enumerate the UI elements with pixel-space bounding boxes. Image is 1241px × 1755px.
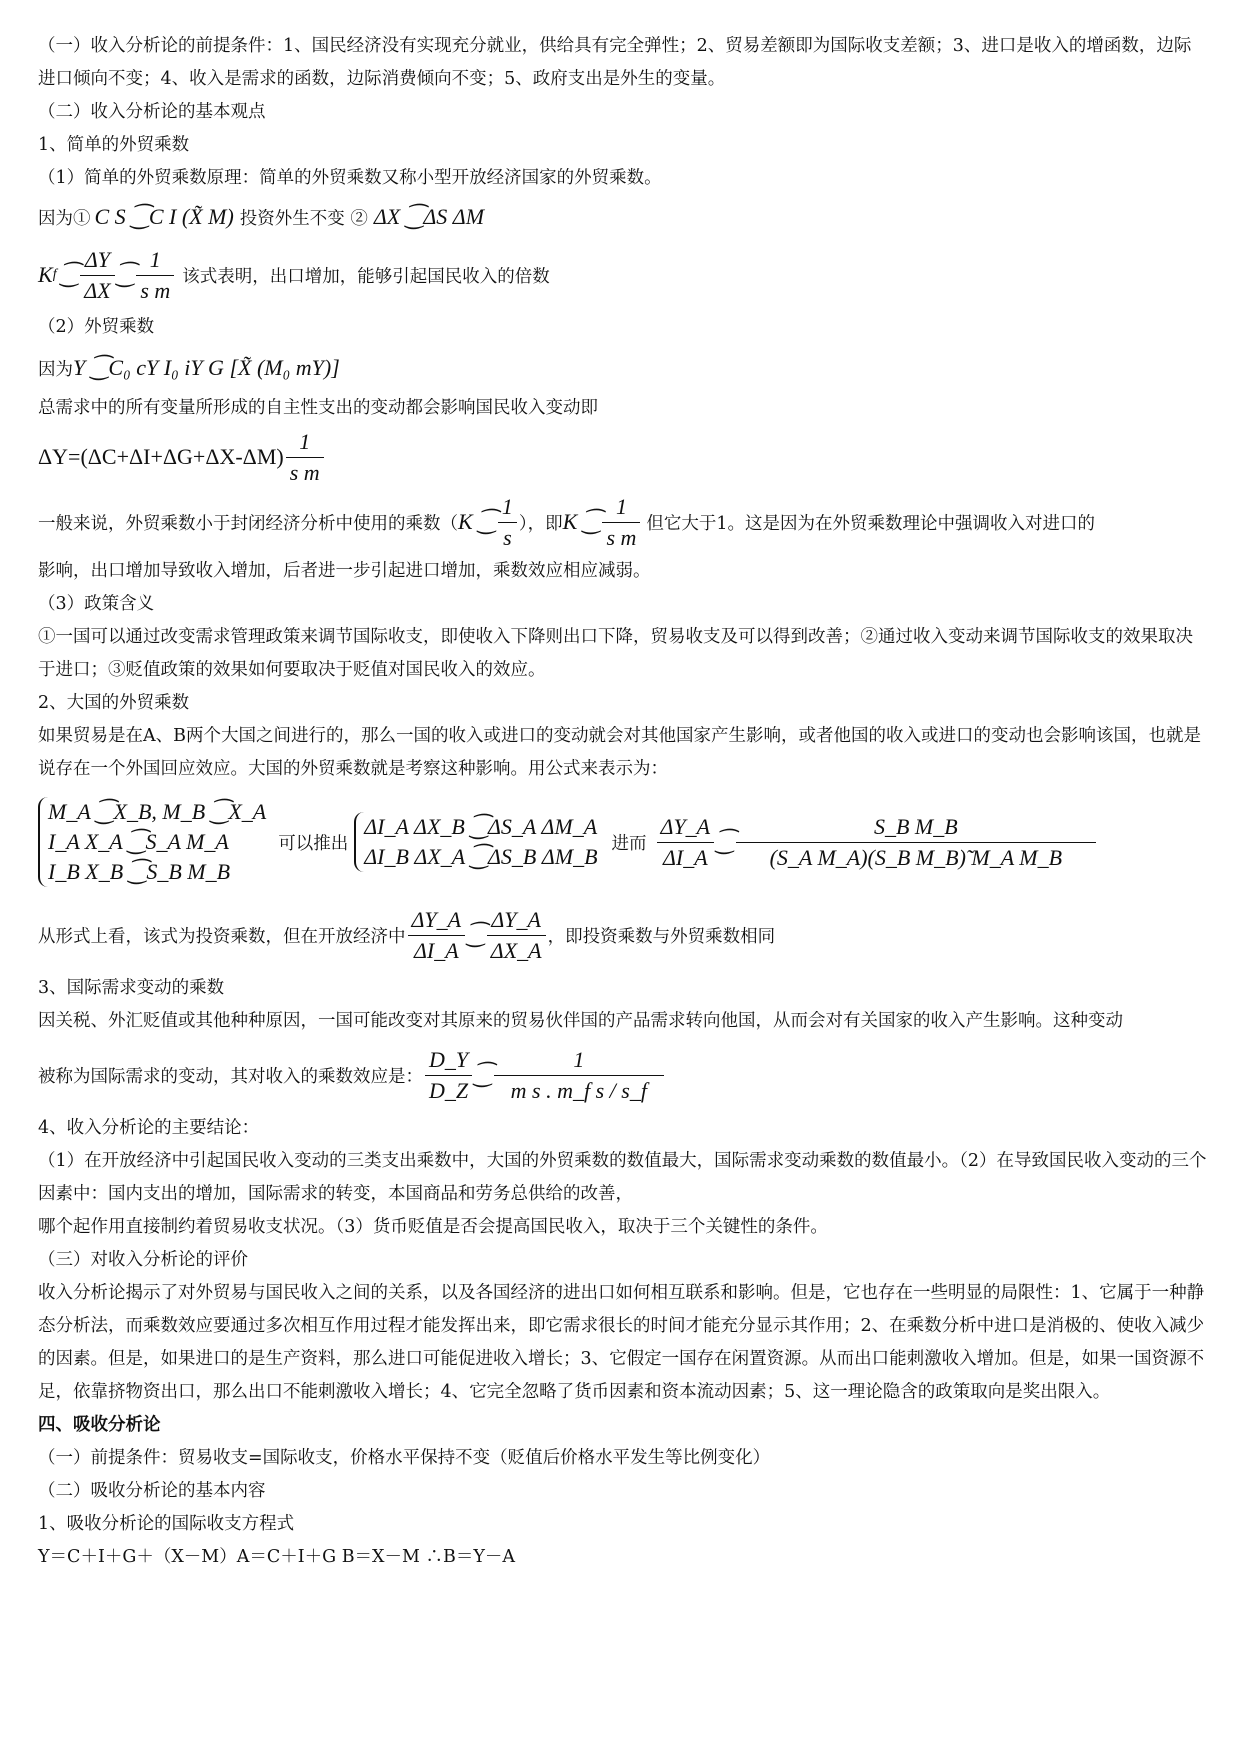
paragraph: 收入分析论揭示了对外贸易与国民收入之间的关系，以及各国经济的进出口如何相互联系和影响。但是，它也存在一些明显的局限性：1、它属于一种静态分析法，而乘数效应要通过多次相互作用过程才能发挥出来，即它需求很长的时间才能充分显示其作用；2、在乘数分析中进口是消极的、使收入减少的因素。但是，如果进口的是生产资料，那么进口可能促进收入增长；3、它假定一国存在闲置资源。从而出口能刺激收入增加。但是，如果一国资源不足，依靠挤物资出口，那么出口不能刺激收入增长；4、它完全忽略了货币因素和资本流动因素；5、这一理论隐含的政策取向是奖出限入。 xyxy=(38,1283,1205,1402)
subsection-heading: 1、简单的外贸乘数 xyxy=(38,135,190,155)
subsection-heading: （2）外贸乘数 xyxy=(38,317,155,337)
fraction-denominator: s m xyxy=(289,459,320,485)
equation-text: 投资外生不变 ② xyxy=(239,208,368,229)
equation-math: ⁐ xyxy=(116,262,135,287)
system-line: ΔI_A ΔX_B ⁐ΔS_A ΔM_A xyxy=(364,814,598,839)
fraction xyxy=(80,245,114,306)
equation-text: 但它大于1。这是因为在外贸乘数理论中强调收入对进口的 xyxy=(646,513,1096,534)
equation-2 xyxy=(38,239,1208,311)
fraction-numerator: ΔY_A xyxy=(408,905,466,936)
equation-text: ，即投资乘数与外贸乘数相同 xyxy=(547,926,776,947)
fraction-numerator: 1 xyxy=(602,492,640,523)
equation-math: ⁐ xyxy=(60,262,79,287)
fraction-denominator: s m xyxy=(140,277,171,303)
fraction-denominator: ΔI_A xyxy=(662,844,708,870)
fraction-denominator: s xyxy=(503,524,512,550)
equation-text: 因为① xyxy=(38,208,91,229)
section-heading: （二）收入分析论的基本观点 xyxy=(38,102,266,122)
fraction-numerator: ΔY_A xyxy=(487,905,546,936)
subsection-heading: 4、收入分析论的主要结论： xyxy=(38,1118,260,1138)
equation-system xyxy=(38,786,1208,898)
subsection-heading: （3）政策含义 xyxy=(38,594,155,614)
equation-5 xyxy=(38,489,1208,555)
fraction-denominator: s m xyxy=(606,524,637,550)
equation-text: 一般来说，外贸乘数小于封闭经济分析中使用的乘数（ xyxy=(38,513,458,534)
system-line: ΔI_B ΔX_A ⁐ΔS_B ΔM_B xyxy=(364,844,598,869)
paragraph: （一）收入分析论的前提条件：1、国民经济没有实现充分就业，供给具有完全弹性；2、贸易差额即为国际收支差额；3、进口是收入的增函数，边际进口倾向不变；4、收入是需求的函数，边际消费倾向不变；5、政府支出是外生的变量。 xyxy=(38,36,1192,89)
paragraph: 如果贸易是在A、B两个大国之间进行的，那么一国的收入或进口的变动就会对其他国家产生影响，或者他国的收入或进口的变动也会影响该国，也就是说存在一个外国回应效应。大国的外贸乘数就是考察这种影响。用公式来表示为： xyxy=(38,726,1201,779)
paragraph: 哪个起作用直接制约着贸易收支状况。（3）货币贬值是否会提高国民收入，取决于三个关键性的条件。 xyxy=(38,1217,828,1237)
fraction xyxy=(286,427,324,488)
fraction-denominator: ΔX xyxy=(84,277,111,303)
fraction-denominator: D_Z xyxy=(429,1077,469,1103)
fraction xyxy=(736,812,1096,873)
paragraph: （1）简单的外贸乘数原理：简单的外贸乘数又称小型开放经济国家的外贸乘数。 xyxy=(38,168,662,188)
section-heading: （二）吸收分析论的基本内容 xyxy=(38,1481,266,1501)
paragraph: 总需求中的所有变量所形成的自主性支出的变动都会影响国民收入变动即 xyxy=(38,398,598,418)
equation-text: 因为 xyxy=(38,359,73,380)
equation-subscript: f xyxy=(52,267,57,282)
system-line: M_A ⁐X_B, M_B ⁐X_A xyxy=(48,799,267,824)
document-page xyxy=(38,30,1208,1574)
equation-math: K ⁐ xyxy=(458,509,496,534)
system-line: I_B X_B ⁐S_B M_B xyxy=(48,859,231,884)
equation-math: ΔX ⁐ΔS ΔM xyxy=(373,204,485,229)
paragraph: （1）在开放经济中引起国民收入变动的三类支出乘数中，大国的外贸乘数的数值最大，国际需求变动乘数的数值最小。（2）在导致国民收入变动的三个因素中：国内支出的增加，国际需求的转变，本国商品和劳务总供给的改善， xyxy=(38,1151,1207,1204)
subsection-heading: 3、国际需求变动的乘数 xyxy=(38,978,225,998)
subsection-heading: 2、大国的外贸乘数 xyxy=(38,693,190,713)
equation-text: 从形式上看，该式为投资乘数，但在开放经济中 xyxy=(38,926,406,947)
equation-text: ），即 xyxy=(518,513,563,534)
equation-math: ⁐ xyxy=(716,829,734,854)
equation-6 xyxy=(38,898,1208,972)
equation-math: C S ⁐C I (X̃ M) xyxy=(94,204,234,229)
paragraph: 影响，出口增加导致收入增加，后者进一步引起进口增加，乘数效应相应减弱。 xyxy=(38,561,651,581)
equation-math: K xyxy=(38,262,53,287)
equation-3 xyxy=(38,344,1208,392)
paragraph: （一）前提条件：贸易收支=国际收支，价格水平保持不变（贬值后价格水平发生等比例变化） xyxy=(38,1448,771,1468)
fraction-numerator: ΔY_A xyxy=(657,812,715,843)
fraction-denominator: ΔI_A xyxy=(413,937,459,963)
fraction-denominator: ΔX_A xyxy=(490,937,542,963)
equation-text: 进而 xyxy=(611,833,647,854)
system-line: I_A X_A ⁐S_A M_A xyxy=(48,829,229,854)
section-heading: （三）对收入分析论的评价 xyxy=(38,1250,248,1270)
fraction xyxy=(136,245,174,306)
equation-text: 被称为国际需求的变动，其对收入的乘数效应是： xyxy=(38,1066,423,1087)
equation-math: ⁐ xyxy=(467,922,485,947)
fraction-numerator: S_B M_B xyxy=(736,812,1096,843)
subsection-heading: 1、吸收分析论的国际收支方程式 xyxy=(38,1514,295,1534)
fraction-numerator: ΔY xyxy=(80,245,114,276)
fraction xyxy=(425,1045,472,1106)
paragraph: 因关税、外汇贬值或其他种种原因，一国可能改变对其原来的贸易伙伴国的产品需求转向他国，从而会对有关国家的收入产生影响。这种变动 xyxy=(38,1011,1123,1031)
fraction xyxy=(494,1045,664,1106)
equation-system-left xyxy=(38,797,266,887)
fraction-denominator: m s . m_f s / s_f xyxy=(510,1077,647,1103)
equation-math: K ⁐ xyxy=(562,509,601,534)
equation-math: Y ⁐C₀ cY I₀ iY G [X̃ (M₀ mY)] xyxy=(73,355,340,380)
fraction xyxy=(657,812,715,873)
equation-math: ΔY=(ΔC+ΔI+ΔG+ΔX-ΔM) xyxy=(38,444,284,469)
equation-system-right xyxy=(354,812,597,872)
equation-text: 该式表明，出口增加，能够引起国民收入的倍数 xyxy=(182,266,550,287)
fraction-numerator: 1 xyxy=(494,1045,664,1076)
fraction-numerator: D_Y xyxy=(425,1045,472,1076)
fraction xyxy=(487,905,546,966)
equation-math: ⁐ xyxy=(474,1062,492,1087)
fraction-denominator: (S_A M_A)(S_B M_B)̃ M_A M_B xyxy=(769,844,1063,870)
fraction-numerator: 1 xyxy=(136,245,174,276)
equation-line: Y＝C＋I＋G＋（X－M）A＝C＋I＋G B＝X－M ∴B＝Y－A xyxy=(38,1547,516,1567)
chapter-heading: 四、吸收分析论 xyxy=(38,1415,161,1435)
fraction-numerator: 1 xyxy=(286,427,324,458)
equation-text: 可以推出 xyxy=(278,833,349,854)
equation-4 xyxy=(38,425,1208,489)
equation-1 xyxy=(38,195,1208,239)
fraction xyxy=(498,492,517,553)
equation-7 xyxy=(38,1038,1208,1112)
fraction-numerator: 1 xyxy=(498,492,517,523)
fraction xyxy=(602,492,640,553)
fraction xyxy=(408,905,466,966)
paragraph: ①一国可以通过改变需求管理政策来调节国际收支，即使收入下降则出口下降，贸易收支及可以得到改善；②通过收入变动来调节国际收支的效果取决于进口；③贬值政策的效果如何要取决于贬值对国民收入的效应。 xyxy=(38,627,1193,680)
